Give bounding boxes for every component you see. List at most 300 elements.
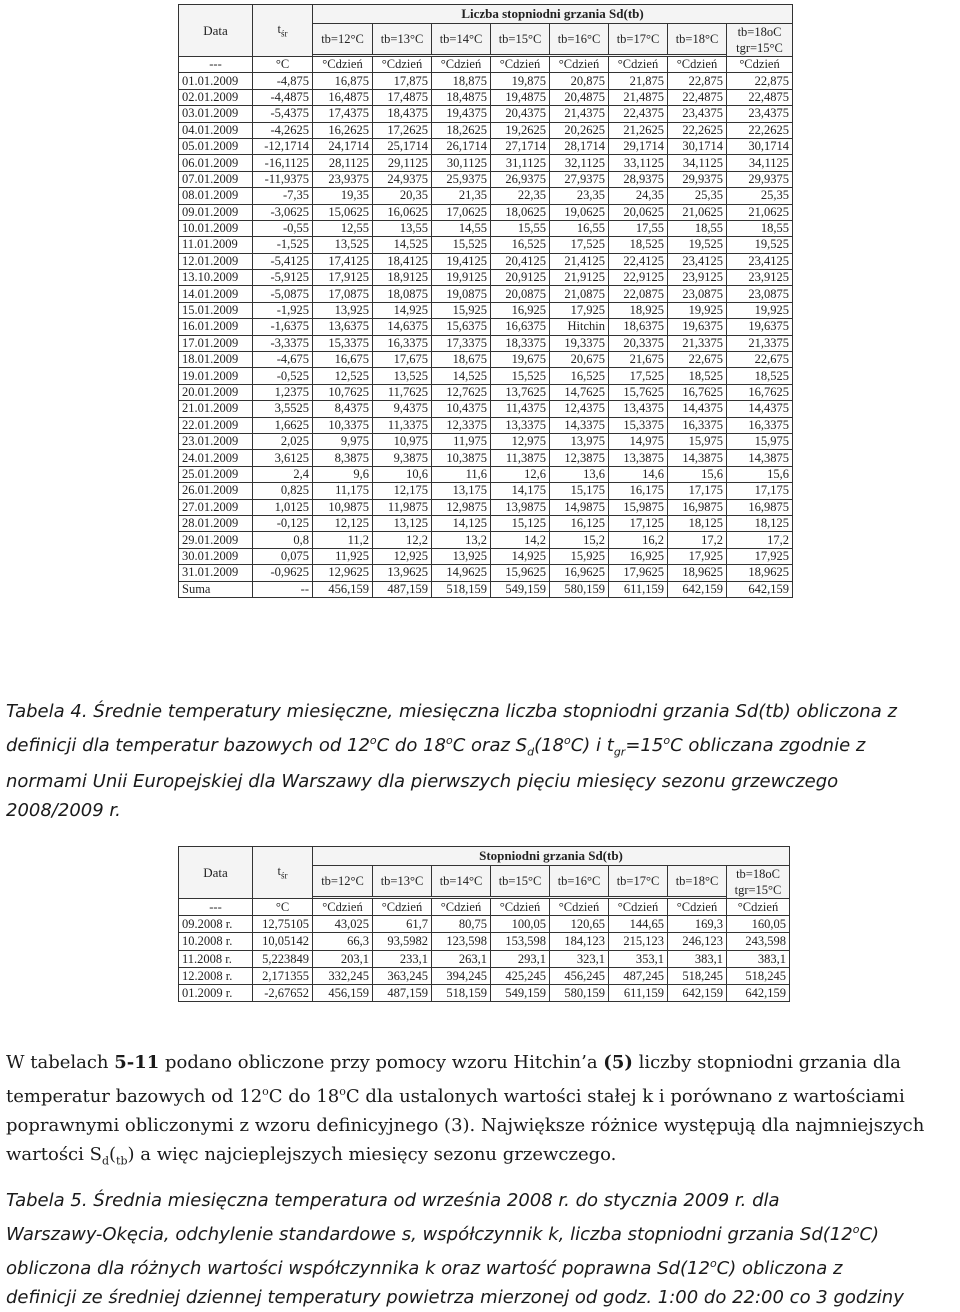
degree-days-cell: 20,0875 bbox=[491, 286, 550, 302]
header-tb13: tb=13°C bbox=[373, 24, 432, 55]
degree-days-cell: 13,9875 bbox=[491, 499, 550, 515]
date-cell: 30.01.2009 bbox=[179, 548, 253, 564]
degree-days-cell: 20,4125 bbox=[491, 253, 550, 269]
degree-days-cell: 642,159 bbox=[668, 984, 727, 1001]
date-cell: 21.01.2009 bbox=[179, 401, 253, 417]
degree-days-cell: 9,4375 bbox=[373, 401, 432, 417]
table-row bbox=[179, 916, 790, 933]
date-cell: 09.2008 r. bbox=[179, 916, 253, 933]
degree-days-cell: 23,4375 bbox=[668, 106, 727, 122]
degree-days-cell: 12,975 bbox=[491, 433, 550, 449]
degree-days-cell: 14,9875 bbox=[550, 499, 609, 515]
degree-days-cell: 11,175 bbox=[313, 483, 373, 499]
header-tb15: tb=15°C bbox=[491, 866, 550, 897]
degree-days-cell: 24,35 bbox=[609, 188, 668, 204]
degree-days-cell: 20,9125 bbox=[491, 270, 550, 286]
caption4-line1: Tabela 4. Średnie temperatury miesięczne, miesięczna liczba stopniodni grzania Sd(tb) obliczona z bbox=[6, 701, 897, 722]
degree-days-cell: 17,875 bbox=[373, 73, 432, 89]
degree-days-cell: 17,3375 bbox=[432, 335, 491, 351]
table-row bbox=[179, 319, 793, 335]
degree-days-cell: 215,123 bbox=[609, 933, 668, 950]
table-row bbox=[179, 515, 793, 531]
degree-days-cell: 24,1714 bbox=[313, 138, 373, 154]
degree-days-cell: 12,925 bbox=[373, 548, 432, 564]
degree-days-cell: 456,245 bbox=[550, 967, 609, 984]
degree-days-cell: 487,159 bbox=[373, 984, 432, 1001]
degree-days-cell: 16,0625 bbox=[373, 204, 432, 220]
degree-days-cell: 22,675 bbox=[668, 352, 727, 368]
degree-days-cell: 13,525 bbox=[373, 368, 432, 384]
degree-days-cell: 18,6375 bbox=[609, 319, 668, 335]
degree-days-cell: 25,9375 bbox=[432, 171, 491, 187]
degree-days-cell: 15,3375 bbox=[313, 335, 373, 351]
degree-days-cell: 153,598 bbox=[491, 933, 550, 950]
degree-days-cell: 17,55 bbox=[609, 220, 668, 236]
degree-days-cell: 13,975 bbox=[550, 433, 609, 449]
degree-days-cell: 17,2625 bbox=[373, 122, 432, 138]
degree-days-cell: 18,9625 bbox=[727, 565, 793, 581]
degree-days-cell: 21,675 bbox=[609, 352, 668, 368]
date-cell: 10.2008 r. bbox=[179, 933, 253, 950]
degree-days-cell: 15,3375 bbox=[609, 417, 668, 433]
unit-cell: °Cdzień bbox=[609, 57, 668, 73]
degree-days-cell: 13,925 bbox=[313, 302, 373, 318]
table-title: Stopniodni grzania Sd(tb) bbox=[313, 847, 790, 866]
degree-days-cell: 8,3875 bbox=[313, 450, 373, 466]
degree-days-cell: 23,0875 bbox=[727, 286, 793, 302]
header-tb18o: tb=18oC bbox=[737, 25, 782, 39]
mean-temp-cell: -5,4375 bbox=[253, 106, 313, 122]
header-tgr15: tgr=15°C bbox=[734, 883, 782, 897]
degree-days-cell: 17,175 bbox=[727, 483, 793, 499]
degree-days-cell: 518,159 bbox=[432, 984, 491, 1001]
degree-days-cell: 20,2625 bbox=[550, 122, 609, 138]
degree-days-cell: 29,9375 bbox=[668, 171, 727, 187]
degree-days-cell: 19,675 bbox=[491, 352, 550, 368]
unit-cell: °C bbox=[253, 899, 313, 916]
degree-days-cell: 14,3875 bbox=[668, 450, 727, 466]
header-tb13: tb=13°C bbox=[373, 866, 432, 897]
header-tb18-tgr15 bbox=[727, 24, 793, 57]
degree-days-cell: 9,6 bbox=[313, 466, 373, 482]
degree-days-cell: 18,525 bbox=[609, 237, 668, 253]
degree-days-cell: 16,3375 bbox=[668, 417, 727, 433]
mean-temp-cell: -2,67652 bbox=[253, 984, 313, 1001]
degree-days-cell: 456,159 bbox=[313, 984, 373, 1001]
degree-days-cell: 23,35 bbox=[550, 188, 609, 204]
degree-days-cell: 21,2625 bbox=[609, 122, 668, 138]
mean-temp-cell: 3,5525 bbox=[253, 401, 313, 417]
mean-temp-cell: -4,4875 bbox=[253, 89, 313, 105]
table-row bbox=[179, 532, 793, 548]
degree-days-cell: 20,4875 bbox=[550, 89, 609, 105]
degree-days-cell: 15,925 bbox=[550, 548, 609, 564]
degree-days-cell: 13,6 bbox=[550, 466, 609, 482]
degree-days-cell: 13,2 bbox=[432, 532, 491, 548]
degree-days-cell: 14,975 bbox=[609, 433, 668, 449]
date-cell: 19.01.2009 bbox=[179, 368, 253, 384]
degree-days-cell: 11,7625 bbox=[373, 384, 432, 400]
degree-days-cell: 144,65 bbox=[609, 916, 668, 933]
degree-days-cell: 80,75 bbox=[432, 916, 491, 933]
degree-days-cell: 21,3375 bbox=[668, 335, 727, 351]
header-date: Data bbox=[179, 847, 253, 899]
degree-days-cell: 12,9875 bbox=[432, 499, 491, 515]
degree-days-cell: 12,3875 bbox=[550, 450, 609, 466]
degree-days-cell: 17,4375 bbox=[313, 106, 373, 122]
degree-days-cell: 34,1125 bbox=[727, 155, 793, 171]
degree-days-cell: 19,525 bbox=[727, 237, 793, 253]
date-cell: 02.01.2009 bbox=[179, 89, 253, 105]
date-cell: 18.01.2009 bbox=[179, 352, 253, 368]
table-row bbox=[179, 253, 793, 269]
header-tb14: tb=14°C bbox=[432, 24, 491, 55]
date-cell: 16.01.2009 bbox=[179, 319, 253, 335]
unit-cell: --- bbox=[179, 57, 253, 73]
degree-days-cell: 15,2 bbox=[550, 532, 609, 548]
degree-days-cell: 26,1714 bbox=[432, 138, 491, 154]
degree-days-cell: 17,925 bbox=[668, 548, 727, 564]
mean-temp-cell: -0,55 bbox=[253, 220, 313, 236]
degree-days-cell: 12,125 bbox=[313, 515, 373, 531]
degree-days-cell: 34,1125 bbox=[668, 155, 727, 171]
degree-days-cell: 28,9375 bbox=[609, 171, 668, 187]
degree-days-cell: 12,4375 bbox=[550, 401, 609, 417]
degree-days-cell: 21,4875 bbox=[609, 89, 668, 105]
degree-days-cell: 16,925 bbox=[491, 302, 550, 318]
degree-days-cell: 13,3875 bbox=[609, 450, 668, 466]
degree-days-cell: 14,925 bbox=[373, 302, 432, 318]
degree-days-cell: 16,9625 bbox=[550, 565, 609, 581]
degree-days-cell: 15,6375 bbox=[432, 319, 491, 335]
degree-days-cell: 19,3375 bbox=[550, 335, 609, 351]
degree-days-cell: 15,7625 bbox=[609, 384, 668, 400]
degree-days-cell: 16,875 bbox=[313, 73, 373, 89]
degree-days-cell: 243,598 bbox=[727, 933, 790, 950]
degree-days-cell: 23,9375 bbox=[313, 171, 373, 187]
mean-temp-cell: -4,2625 bbox=[253, 122, 313, 138]
degree-days-cell: 383,1 bbox=[727, 950, 790, 967]
degree-days-cell: 11,4375 bbox=[491, 401, 550, 417]
degree-days-cell: 30,1125 bbox=[432, 155, 491, 171]
degree-days-cell: 17,175 bbox=[668, 483, 727, 499]
degree-days-cell: 30,1714 bbox=[727, 138, 793, 154]
degree-days-cell: 16,525 bbox=[550, 368, 609, 384]
degree-days-cell: 15,9875 bbox=[609, 499, 668, 515]
degree-days-cell: 456,159 bbox=[313, 581, 373, 597]
degree-days-cell: 15,975 bbox=[727, 433, 793, 449]
date-cell: 01.01.2009 bbox=[179, 73, 253, 89]
degree-days-cell: 43,025 bbox=[313, 916, 373, 933]
degree-days-cell: 14,3375 bbox=[550, 417, 609, 433]
degree-days-cell: 15,525 bbox=[432, 237, 491, 253]
degree-days-cell: 16,3375 bbox=[373, 335, 432, 351]
caption-table5: Tabela 5. Średnia miesięczna temperatura od września 2008 r. do stycznia 2009 r. dla Warszawy-Okęcia, odchylenie standardowe s, współczynnik k, liczba stopniodni grzania Sd(12$^o$C) obliczona dla różnych wartości współczynnika k oraz wartość poprawna Sd(12$^o$C) obliczona z definicji ze średniej dziennej temperatury powietrza mierzonej od godz. 1:00 do 22:00 co 3 godziny bbox=[6, 1190, 904, 1308]
degree-days-cell: 487,159 bbox=[373, 581, 432, 597]
mean-temp-cell: 1,6625 bbox=[253, 417, 313, 433]
table-row bbox=[179, 433, 793, 449]
unit-cell: °Cdzień bbox=[550, 57, 609, 73]
mean-temp-cell: 3,6125 bbox=[253, 450, 313, 466]
degree-days-cell: 21,9125 bbox=[550, 270, 609, 286]
degree-days-cell: 12,55 bbox=[313, 220, 373, 236]
degree-days-cell: 246,123 bbox=[668, 933, 727, 950]
mean-temp-cell: -5,4125 bbox=[253, 253, 313, 269]
date-cell: 03.01.2009 bbox=[179, 106, 253, 122]
degree-days-cell: 32,1125 bbox=[550, 155, 609, 171]
degree-days-cell: 22,4125 bbox=[609, 253, 668, 269]
degree-days-cell: 21,875 bbox=[609, 73, 668, 89]
date-cell: 22.01.2009 bbox=[179, 417, 253, 433]
degree-days-cell: 425,245 bbox=[491, 967, 550, 984]
degree-days-cell: 19,925 bbox=[727, 302, 793, 318]
degree-days-cell: 16,6375 bbox=[491, 319, 550, 335]
degree-days-cell: 31,1125 bbox=[491, 155, 550, 171]
degree-days-cell: 23,4375 bbox=[727, 106, 793, 122]
degree-days-cell: 10,7625 bbox=[313, 384, 373, 400]
degree-days-cell: 12,525 bbox=[313, 368, 373, 384]
stopniodni-table-january bbox=[178, 4, 793, 598]
degree-days-cell: 184,123 bbox=[550, 933, 609, 950]
mean-temp-cell: -1,525 bbox=[253, 237, 313, 253]
date-cell: 08.01.2009 bbox=[179, 188, 253, 204]
degree-days-cell: 363,245 bbox=[373, 967, 432, 984]
mean-temp-cell: 2,4 bbox=[253, 466, 313, 482]
mean-temp-cell: -5,9125 bbox=[253, 270, 313, 286]
table-row bbox=[179, 237, 793, 253]
degree-days-cell: 16,675 bbox=[313, 352, 373, 368]
mean-temp-cell: -5,0875 bbox=[253, 286, 313, 302]
mean-temp-cell: 12,75105 bbox=[253, 916, 313, 933]
degree-days-cell: 33,1125 bbox=[609, 155, 668, 171]
degree-days-cell: 16,525 bbox=[491, 237, 550, 253]
degree-days-cell: 22,2625 bbox=[727, 122, 793, 138]
degree-days-cell: 18,675 bbox=[432, 352, 491, 368]
unit-cell: °Cdzień bbox=[668, 57, 727, 73]
degree-days-cell: 12,7625 bbox=[432, 384, 491, 400]
degree-days-cell: 120,65 bbox=[550, 916, 609, 933]
degree-days-cell: 24,9375 bbox=[373, 171, 432, 187]
degree-days-cell: 23,0875 bbox=[668, 286, 727, 302]
degree-days-cell: 263,1 bbox=[432, 950, 491, 967]
degree-days-cell: 93,5982 bbox=[373, 933, 432, 950]
degree-days-cell: 13,9625 bbox=[373, 565, 432, 581]
degree-days-cell: 8,4375 bbox=[313, 401, 373, 417]
degree-days-cell: 18,875 bbox=[432, 73, 491, 89]
table-row bbox=[179, 401, 793, 417]
degree-days-cell: 123,598 bbox=[432, 933, 491, 950]
header-tb16: tb=16°C bbox=[550, 866, 609, 897]
unit-cell: °Cdzień bbox=[668, 899, 727, 916]
date-cell: 13.10.2009 bbox=[179, 270, 253, 286]
degree-days-cell: 293,1 bbox=[491, 950, 550, 967]
table-row bbox=[179, 286, 793, 302]
degree-days-cell: 22,4375 bbox=[609, 106, 668, 122]
degree-days-cell: 66,3 bbox=[313, 933, 373, 950]
degree-days-cell: 15,125 bbox=[491, 515, 550, 531]
header-tb17: tb=17°C bbox=[609, 866, 668, 897]
degree-days-cell: 19,875 bbox=[491, 73, 550, 89]
header-tb15: tb=15°C bbox=[491, 24, 550, 55]
unit-cell: °Cdzień bbox=[313, 57, 373, 73]
degree-days-cell: 353,1 bbox=[609, 950, 668, 967]
degree-days-cell: 28,1125 bbox=[313, 155, 373, 171]
table-row bbox=[179, 417, 793, 433]
unit-cell: °Cdzień bbox=[727, 57, 793, 73]
degree-days-cell: 17,925 bbox=[550, 302, 609, 318]
degree-days-cell: 18,55 bbox=[668, 220, 727, 236]
degree-days-cell: 22,675 bbox=[727, 352, 793, 368]
header-tb18: tb=18°C bbox=[668, 24, 727, 55]
degree-days-cell: 21,4375 bbox=[550, 106, 609, 122]
degree-days-cell: 17,4125 bbox=[313, 253, 373, 269]
date-cell: 31.01.2009 bbox=[179, 565, 253, 581]
degree-days-cell: 27,1714 bbox=[491, 138, 550, 154]
degree-days-cell: 15,925 bbox=[432, 302, 491, 318]
table-row bbox=[179, 548, 793, 564]
degree-days-cell: 13,4375 bbox=[609, 401, 668, 417]
degree-days-cell: 19,9125 bbox=[432, 270, 491, 286]
table-row bbox=[179, 384, 793, 400]
date-cell: 10.01.2009 bbox=[179, 220, 253, 236]
degree-days-cell: 21,0875 bbox=[550, 286, 609, 302]
degree-days-cell: 580,159 bbox=[550, 984, 609, 1001]
degree-days-cell: 16,7625 bbox=[727, 384, 793, 400]
degree-days-cell: 22,2625 bbox=[668, 122, 727, 138]
degree-days-cell: Hitchin bbox=[550, 319, 609, 335]
degree-days-cell: 169,3 bbox=[668, 916, 727, 933]
degree-days-cell: 18,4125 bbox=[373, 253, 432, 269]
degree-days-cell: 518,159 bbox=[432, 581, 491, 597]
degree-days-cell: 11,9875 bbox=[373, 499, 432, 515]
degree-days-cell: 10,3875 bbox=[432, 450, 491, 466]
degree-days-cell: 18,9125 bbox=[373, 270, 432, 286]
degree-days-cell: 17,2 bbox=[668, 532, 727, 548]
header-tb14: tb=14°C bbox=[432, 866, 491, 897]
degree-days-cell: 13,6375 bbox=[313, 319, 373, 335]
date-cell: 11.2008 r. bbox=[179, 950, 253, 967]
degree-days-cell: 10,3375 bbox=[313, 417, 373, 433]
degree-days-cell: 15,6 bbox=[668, 466, 727, 482]
degree-days-cell: 642,159 bbox=[668, 581, 727, 597]
degree-days-cell: 14,9625 bbox=[432, 565, 491, 581]
degree-days-cell: 17,9125 bbox=[313, 270, 373, 286]
header-tb18o: tb=18oC bbox=[736, 867, 780, 881]
caption4-line4: 2008/2009 r. bbox=[6, 799, 121, 821]
table-row bbox=[179, 188, 793, 204]
degree-days-cell: 19,4125 bbox=[432, 253, 491, 269]
degree-days-cell: 14,175 bbox=[491, 483, 550, 499]
degree-days-cell: 22,0875 bbox=[609, 286, 668, 302]
degree-days-cell: 18,9625 bbox=[668, 565, 727, 581]
mean-temp-cell: -3,3375 bbox=[253, 335, 313, 351]
degree-days-cell: 14,4375 bbox=[727, 401, 793, 417]
caption-table4: Tabela 4. Średnie temperatury miesięczne, miesięczna liczba stopniodni grzania Sd(tb) obliczona z definicji dla temperatur bazowych od 12$^o$C do 18$^o$C oraz $S_d(18^oC)$ i $t_{gr}=15^oC$ obliczana zgodnie z normami Unii Europejskiej dla Warszawy dla pierwszych pięciu miesięcy sezonu grzewczego 2008/2009 r. bbox=[6, 701, 897, 821]
header-date: Data bbox=[179, 5, 253, 57]
degree-days-cell: 20,4375 bbox=[491, 106, 550, 122]
mean-temp-cell: -1,925 bbox=[253, 302, 313, 318]
degree-days-cell: 549,159 bbox=[491, 984, 550, 1001]
date-cell: 23.01.2009 bbox=[179, 433, 253, 449]
degree-days-cell: 21,0625 bbox=[668, 204, 727, 220]
degree-days-cell: 16,4875 bbox=[313, 89, 373, 105]
degree-days-cell: 18,525 bbox=[668, 368, 727, 384]
unit-cell: °Cdzień bbox=[373, 899, 432, 916]
degree-days-cell: 26,9375 bbox=[491, 171, 550, 187]
degree-days-cell: 642,159 bbox=[727, 581, 793, 597]
degree-days-cell: 642,159 bbox=[727, 984, 790, 1001]
degree-days-cell: 29,9375 bbox=[727, 171, 793, 187]
degree-days-cell: 10,975 bbox=[373, 433, 432, 449]
table-row bbox=[179, 171, 793, 187]
degree-days-cell: 18,4875 bbox=[432, 89, 491, 105]
degree-days-cell: 13,925 bbox=[432, 548, 491, 564]
degree-days-cell: 18,3375 bbox=[491, 335, 550, 351]
table-row bbox=[179, 122, 793, 138]
date-cell: 15.01.2009 bbox=[179, 302, 253, 318]
table-row bbox=[179, 335, 793, 351]
degree-days-cell: 580,159 bbox=[550, 581, 609, 597]
header-tb18: tb=18°C bbox=[668, 866, 727, 897]
degree-days-cell: 17,2 bbox=[727, 532, 793, 548]
degree-days-cell: 29,1125 bbox=[373, 155, 432, 171]
table-row bbox=[179, 155, 793, 171]
table-row bbox=[179, 106, 793, 122]
degree-days-cell: 19,0625 bbox=[550, 204, 609, 220]
header-tb12: tb=12°C bbox=[313, 866, 373, 897]
unit-cell: °Cdzień bbox=[432, 899, 491, 916]
unit-cell: °C bbox=[253, 57, 313, 73]
header-mean-temp: $t_{śr}$ bbox=[253, 5, 313, 57]
header-tgr15: tgr=15°C bbox=[736, 41, 783, 55]
table-row bbox=[179, 220, 793, 236]
degree-days-cell: 14,6 bbox=[609, 466, 668, 482]
date-cell: 06.01.2009 bbox=[179, 155, 253, 171]
mean-temp-cell: -12,1714 bbox=[253, 138, 313, 154]
mean-temp-cell: 1,0125 bbox=[253, 499, 313, 515]
degree-days-cell: 20,3375 bbox=[609, 335, 668, 351]
degree-days-cell: 25,35 bbox=[668, 188, 727, 204]
header-tb17: tb=17°C bbox=[609, 24, 668, 55]
table-row bbox=[179, 450, 793, 466]
table-title: Liczba stopniodni grzania Sd(tb) bbox=[313, 5, 793, 24]
degree-days-cell: 549,159 bbox=[491, 581, 550, 597]
degree-days-cell: 14,925 bbox=[491, 548, 550, 564]
degree-days-cell: 17,125 bbox=[609, 515, 668, 531]
units-row bbox=[179, 899, 790, 916]
mean-temp-cell: -4,875 bbox=[253, 73, 313, 89]
degree-days-cell: 487,245 bbox=[609, 967, 668, 984]
degree-days-cell: 16,55 bbox=[550, 220, 609, 236]
table-row bbox=[179, 302, 793, 318]
mean-temp-cell: -0,9625 bbox=[253, 565, 313, 581]
degree-days-cell: 11,6 bbox=[432, 466, 491, 482]
degree-days-cell: 22,875 bbox=[727, 73, 793, 89]
degree-days-cell: 16,2 bbox=[609, 532, 668, 548]
degree-days-cell: 17,525 bbox=[550, 237, 609, 253]
table-row bbox=[179, 204, 793, 220]
degree-days-cell: 100,05 bbox=[491, 916, 550, 933]
degree-days-cell: 18,0625 bbox=[491, 204, 550, 220]
degree-days-cell: 13,125 bbox=[373, 515, 432, 531]
degree-days-cell: 16,9875 bbox=[727, 499, 793, 515]
degree-days-cell: 15,55 bbox=[491, 220, 550, 236]
mean-temp-cell: 10,05142 bbox=[253, 933, 313, 950]
table-row bbox=[179, 967, 790, 984]
unit-cell: °Cdzień bbox=[373, 57, 432, 73]
degree-days-cell: 18,2625 bbox=[432, 122, 491, 138]
date-cell: 12.01.2009 bbox=[179, 253, 253, 269]
